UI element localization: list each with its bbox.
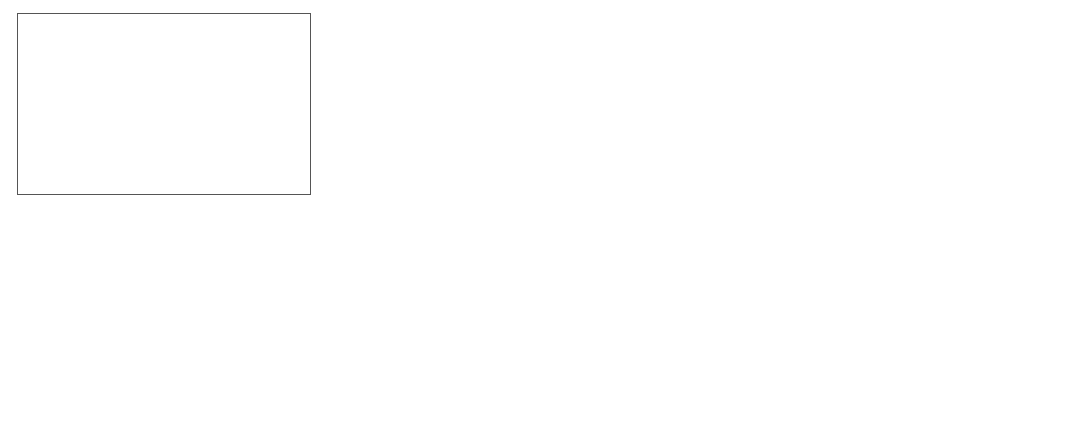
page-instrument-cluster-lights	[17, 13, 311, 195]
